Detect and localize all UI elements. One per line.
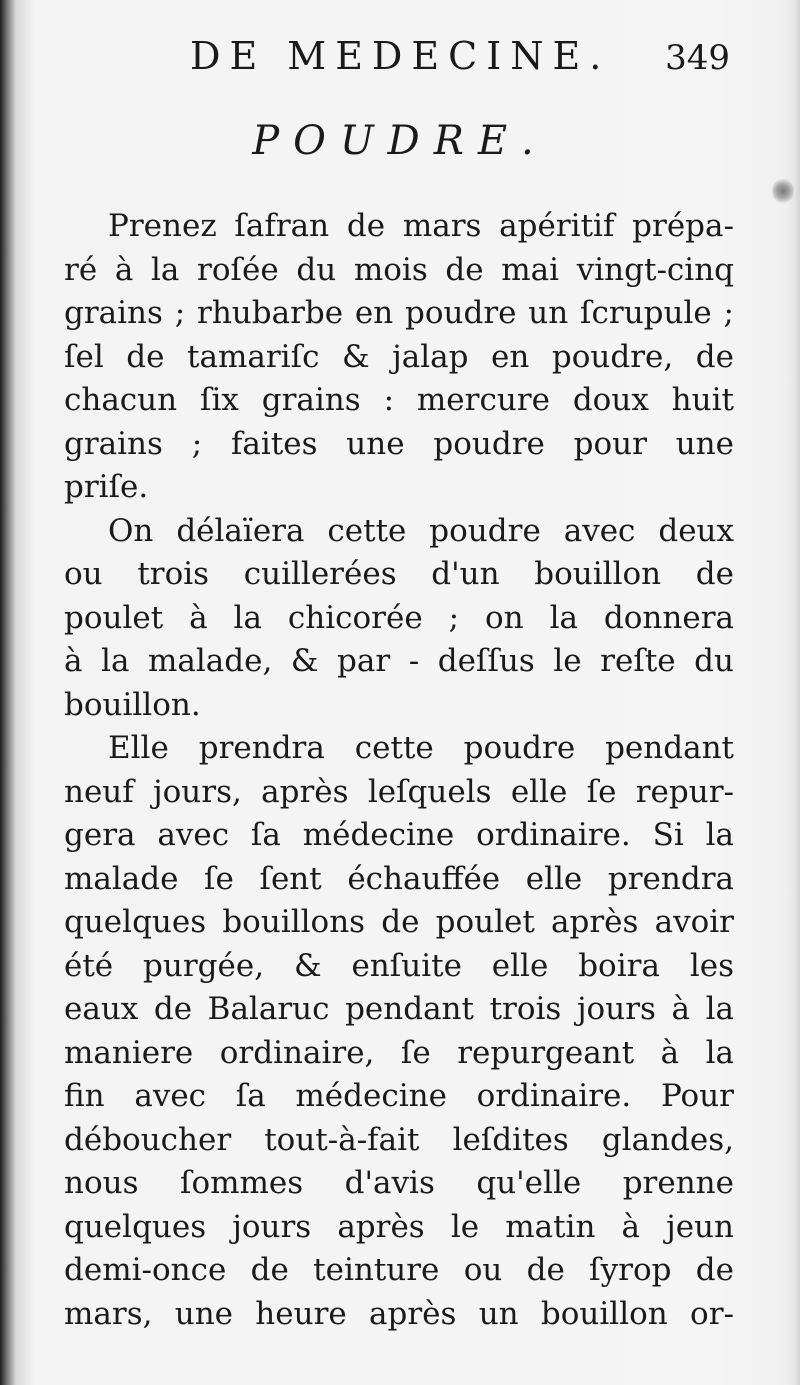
paragraph-2 [64,510,734,728]
text-line: mars, une heure après un bouillon or- [64,1295,734,1332]
text-line: Prenez ſafran de mars apéritif prépa- [108,208,734,244]
text-line: chacun ſix grains : mercure doux huit [64,382,734,418]
text-line: On délaïera cette poudre avec deux [108,512,734,549]
text-line: ou trois cuillerées d'un bouillon de [64,556,734,592]
text-line: été purgée, & enſuite elle boira les [64,947,734,984]
text-line: Elle prendra cette poudre pendant [108,730,734,766]
page-number: 349 [665,38,730,78]
text-line: déboucher tout-à-fait leſdites glandes, [64,1121,734,1158]
body-text [64,205,734,1336]
paragraph-1 [64,205,734,510]
text-line: grains ; faites une poudre pour une [64,425,734,462]
paragraph-3 [64,727,734,1336]
text-line: neuf jours, après leſquels elle ſe repur- [64,773,734,810]
text-line: bouillon. [64,686,201,723]
text-line: maniere ordinaire, ſe repurgeant à la [64,1034,734,1071]
running-head [60,34,740,90]
text-line: ſel de tamariſc & jalap en poudre, de [64,338,734,375]
text-line: poulet à la chicorée ; on la donnera [64,599,734,636]
section-title: POUDRE. [252,118,548,164]
text-line: fin avec ſa médecine ordinaire. Pour [64,1078,734,1114]
text-line: ré à la roſée du mois de mai vingt-cinq [64,251,734,288]
running-head-title: DE MEDECINE. [190,34,611,78]
text-line: quelques jours après le matin à jeun [64,1208,734,1245]
text-line: nous ſommes d'avis qu'elle prenne [64,1165,734,1201]
text-line: priſe. [64,469,149,505]
text-line: quelques bouillons de poulet après avoir [64,904,734,940]
text-line: malade ſe ſent échauffée elle prendra [64,860,734,897]
text-line: gera avec ſa médecine ordinaire. Si la [64,817,734,853]
ink-blot [772,178,794,204]
text-line: grains ; rhubarbe en poudre un ſcrupule ; [64,295,734,331]
page-edge [786,0,800,1385]
text-line: à la malade, & par - deſſus le reſte du [64,643,734,679]
text-line: eaux de Balaruc pendant trois jours à la [64,991,734,1027]
text-line: demi-once de teinture ou de ſyrop de [64,1252,734,1288]
